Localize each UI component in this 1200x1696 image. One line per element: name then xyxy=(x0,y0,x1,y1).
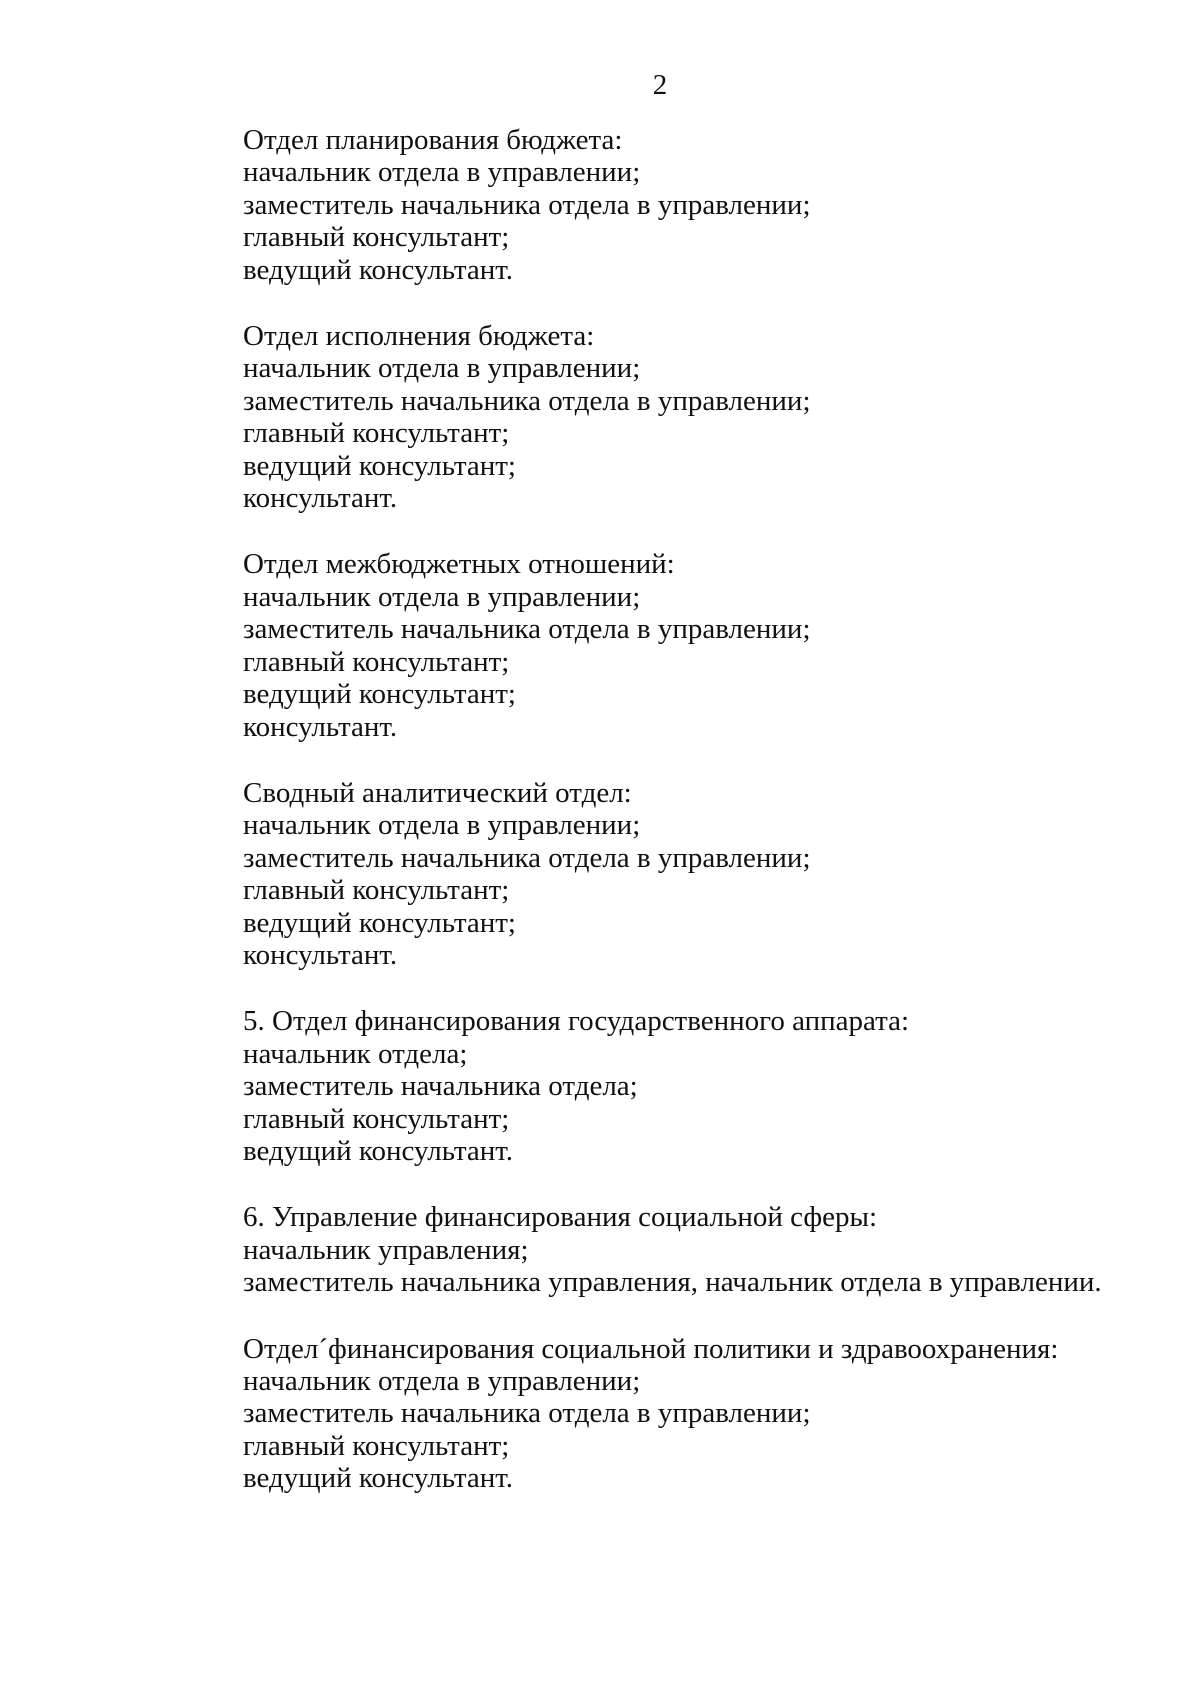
section-social-policy-healthcare xyxy=(243,1333,1163,1495)
position-item: начальник отдела; xyxy=(243,1037,468,1070)
position-item: заместитель начальника отдела; xyxy=(243,1070,638,1103)
section-budget-execution xyxy=(243,320,1163,514)
section-budget-planning xyxy=(243,124,1163,286)
section-social-sphere-financing xyxy=(243,1201,1163,1298)
position-item: заместитель начальника управления, начальник отдела в управлении. xyxy=(243,1266,1102,1299)
section-summary-analytics xyxy=(243,777,1163,971)
section-heading: Сводный аналитический отдел: xyxy=(243,776,632,809)
section-state-apparatus-financing xyxy=(243,1005,1163,1167)
position-item: начальник управления; xyxy=(243,1233,529,1266)
position-item: заместитель начальника отдела в управлении; xyxy=(243,384,811,417)
position-item: ведущий консультант. xyxy=(243,1134,513,1167)
position-item: ведущий консультант. xyxy=(243,1462,513,1495)
section-interbudget-relations xyxy=(243,548,1163,742)
section-heading: Отдел исполнения бюджета: xyxy=(243,320,595,353)
position-item: ведущий консультант. xyxy=(243,253,513,286)
position-item: главный консультант; xyxy=(243,645,510,678)
position-item: ведущий консультант; xyxy=(243,449,516,482)
position-item: начальник отдела в управлении; xyxy=(243,156,641,189)
position-item: начальник отдела в управлении; xyxy=(243,580,641,613)
section-heading: Отдел межбюджетных отношений: xyxy=(243,548,675,581)
position-item: заместитель начальника отдела в управлении; xyxy=(243,841,811,874)
position-item: заместитель начальника отдела в управлении; xyxy=(243,613,811,646)
position-item: консультант. xyxy=(243,482,398,515)
section-heading: Отдел´финансирования социальной политики и здравоохранения: xyxy=(243,1332,1059,1365)
position-item: главный консультант; xyxy=(243,417,510,450)
position-item: ведущий консультант; xyxy=(243,678,516,711)
document-body xyxy=(243,124,1163,1529)
section-heading: 5. Отдел финансирования государственного аппарата: xyxy=(243,1005,910,1038)
position-item: главный консультант; xyxy=(243,1102,510,1135)
section-heading: Отдел планирования бюджета: xyxy=(243,124,623,156)
position-item: начальник отдела в управлении; xyxy=(243,809,641,842)
page-number: 2 xyxy=(652,69,668,101)
position-item: консультант. xyxy=(243,710,398,743)
section-heading: 6. Управление финансирования социальной сферы: xyxy=(243,1201,878,1234)
position-item: начальник отдела в управлении; xyxy=(243,1365,641,1397)
position-item: консультант. xyxy=(243,938,398,971)
position-item: главный консультант; xyxy=(243,1429,510,1462)
position-item: главный консультант; xyxy=(243,221,510,254)
position-item: заместитель начальника отдела в управлении; xyxy=(243,1397,811,1430)
position-item: ведущий консультант; xyxy=(243,906,516,939)
position-item: начальник отдела в управлении; xyxy=(243,352,641,385)
position-item: заместитель начальника отдела в управлении; xyxy=(243,188,811,221)
position-item: главный консультант; xyxy=(243,874,510,907)
